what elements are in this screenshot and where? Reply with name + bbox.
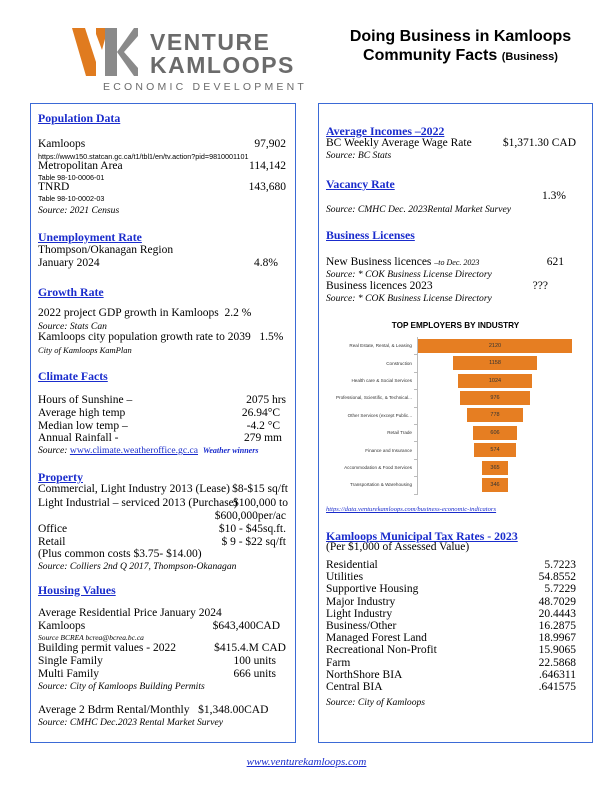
chart-tick xyxy=(414,407,418,408)
tax-row-label: Business/Other xyxy=(326,620,397,632)
tax-row xyxy=(326,559,576,571)
tax-row-value: .641575 xyxy=(538,681,576,693)
housing-multi-value: 666 units xyxy=(233,668,276,680)
population-heading: Population Data xyxy=(38,111,121,125)
housing-single-value: 100 units xyxy=(233,655,276,667)
housing-rental-label: Average 2 Bdrm Rental/Monthly xyxy=(38,704,190,716)
housing-rental-source: Source: CMHC Dec.2023 Rental Market Survey xyxy=(38,717,224,728)
chart-bar-label: 778 xyxy=(490,412,500,419)
tax-subheading: (Per $1,000 of Assessed Value) xyxy=(326,541,470,553)
climate-heading: Climate Facts xyxy=(38,369,108,383)
growth-heading: Growth Rate xyxy=(38,285,104,299)
climate-row-label: Average high temp xyxy=(38,407,126,419)
chart-bar-label: 1024 xyxy=(488,377,502,384)
housing-permit-source: Source: City of Kamloops Building Permits xyxy=(38,681,205,692)
growth-gdp xyxy=(38,307,251,319)
unemployment-period: January 2024 xyxy=(38,257,100,269)
page-title-line-2: Community Facts (Business) xyxy=(363,47,558,64)
licenses-total-source: Source: * COK Business License Directory xyxy=(326,293,492,304)
tax-row-label: Recreational Non-Profit xyxy=(326,644,437,657)
unemployment-heading: Unemployment Rate xyxy=(38,230,142,244)
unemployment-value: 4.8% xyxy=(254,257,278,269)
tax-row-value: 5.7223 xyxy=(544,559,576,571)
climate-row-value: 26.94°C xyxy=(241,407,280,419)
tax-row-value: 16.2875 xyxy=(538,620,576,632)
licenses-heading: Business Licenses xyxy=(326,228,415,242)
licenses-new-value: 621 xyxy=(546,256,564,268)
chart-tick xyxy=(414,372,418,373)
property-retail-label: Retail xyxy=(38,536,66,548)
tax-row xyxy=(326,620,576,632)
growth-pop-source: City of Kamloops KamPlan xyxy=(38,345,132,355)
licenses-new xyxy=(326,256,479,268)
property-source: Source: Colliers 2nd Q 2017, Thompson-Okanagan xyxy=(38,561,237,572)
tax-row xyxy=(326,644,576,656)
housing-multi-label: Multi Family xyxy=(38,668,100,680)
population-tnrd-value: 143,680 xyxy=(248,181,286,193)
licenses-new-period: –to Dec. 2023 xyxy=(434,258,480,267)
population-kamloops-value: 97,902 xyxy=(254,138,286,150)
tax-row-label: Managed Forest Land xyxy=(326,632,427,645)
housing-rental xyxy=(38,704,268,716)
chart-tick xyxy=(414,441,418,442)
tax-row-label: NorthShore BIA xyxy=(326,668,403,681)
chart-bar-label: 1158 xyxy=(489,360,501,367)
population-tnrd-table: Table 98-10-0002-03 xyxy=(38,194,105,203)
property-light-industrial-value: $100,000 to xyxy=(233,497,288,509)
licenses-total-value: ??? xyxy=(532,280,548,292)
tax-source: Source: City of Kamloops xyxy=(326,697,426,708)
tax-row-value: 15.9065 xyxy=(538,644,576,657)
climate-source-link[interactable]: www.climate.weatheroffice.gc.ca xyxy=(69,445,199,456)
chart-axis-line xyxy=(417,337,418,494)
climate-row-value: -4.2 °C xyxy=(246,420,280,432)
tax-row-value: 48.7029 xyxy=(538,595,576,608)
population-metro-value: 114,142 xyxy=(249,160,286,172)
tax-row xyxy=(326,596,576,608)
population-metro-label: Metropolitan Area xyxy=(38,160,123,172)
housing-kamloops-label: Kamloops xyxy=(38,620,86,632)
climate-row-label: Median low temp – xyxy=(38,420,128,432)
unemployment-region: Thompson/Okanagan Region xyxy=(38,244,174,256)
tax-row xyxy=(326,669,576,681)
property-commercial-value: $8-$15 sq/ft xyxy=(232,483,288,495)
tax-row xyxy=(326,681,576,693)
tax-row-value: 20.4443 xyxy=(538,607,576,620)
tax-row-label: Utilities xyxy=(326,571,364,584)
vacancy-source: Source: CMHC Dec. 2023Rental Market Survey xyxy=(326,204,512,215)
tax-row-label: Farm xyxy=(326,656,351,669)
tax-row-label: Central BIA xyxy=(326,681,383,693)
chart-category-label: Finance and Insurance xyxy=(365,447,412,453)
tax-row xyxy=(326,571,576,583)
brand-tagline: ECONOMIC DEVELOPMENT xyxy=(103,81,308,93)
footer-website-link[interactable]: www.venturekamloops.com xyxy=(246,756,367,768)
chart-bar-label: 2120 xyxy=(488,342,502,349)
chart-category-label: Real Estate, Rental, & Leasing xyxy=(349,343,412,349)
brand-line-1: VENTURE xyxy=(150,29,271,55)
population-metro-table: Table 98-10-0006-01 xyxy=(38,173,105,182)
housing-permit-value: $415.4.M CAD xyxy=(214,642,286,654)
top-employers-chart xyxy=(318,333,593,493)
tax-heading: Kamloops Municipal Tax Rates - 2023 xyxy=(326,529,518,543)
tax-row xyxy=(326,608,576,620)
incomes-heading: Average Incomes –2022 xyxy=(326,124,445,138)
housing-rental-value: $1,348.00CAD xyxy=(198,704,269,716)
licenses-new-source: Source: * COK Business License Directory xyxy=(326,269,492,280)
chart-category-label: Other Services (except Public... xyxy=(347,412,412,418)
tax-row-label: Residential xyxy=(326,559,378,571)
housing-kamloops-source: Source BCREA bcrea@bcrea.bc.ca xyxy=(38,633,144,642)
chart-category-label: Construction xyxy=(386,360,412,366)
tax-row-value: .646311 xyxy=(539,668,576,681)
property-commercial: Commercial, Light Industry 2013 (Lease) xyxy=(38,483,230,495)
population-kamloops-source: https://www150.statcan.gc.ca/t1/tbl1/en/tv.action?pid=9810001101 xyxy=(38,152,249,161)
growth-gdp-source: Source: Stats Can xyxy=(38,321,107,332)
incomes-label: BC Weekly Average Wage Rate xyxy=(326,137,472,149)
property-common-costs: (Plus common costs $3.75- $14.00) xyxy=(38,548,202,560)
incomes-value: $1,371.30 CAD xyxy=(502,137,576,149)
growth-gdp-value: 2.2 % xyxy=(224,307,252,319)
climate-row-label: Annual Rainfall - xyxy=(38,432,119,444)
chart-category-label: Professional, Scientific, & Technical... xyxy=(335,395,412,401)
licenses-total-label: Business licences 2023 xyxy=(326,280,433,292)
licenses-new-label: New Business licences xyxy=(326,256,432,268)
tax-row-value: 54.8552 xyxy=(538,571,576,584)
chart-category-label: Retail Trade xyxy=(387,430,412,436)
tax-row-label: Light Industry xyxy=(326,607,393,620)
population-kamloops-label: Kamloops xyxy=(38,138,86,150)
property-heading: Property xyxy=(38,470,83,484)
vacancy-value: 1.3% xyxy=(542,190,566,202)
growth-pop-value: 1.5% xyxy=(259,331,284,343)
property-light-industrial-value-2: $600,000per/ac xyxy=(214,510,286,522)
chart-bar-label: 976 xyxy=(490,394,500,401)
chart-category-label: Transportation & Warehousing xyxy=(350,482,412,488)
chart-category-label: Accommodation & Food Services xyxy=(344,465,412,470)
tax-row-value: 5.7229 xyxy=(544,583,576,596)
chart-bar-label: 365 xyxy=(490,464,500,471)
tax-row xyxy=(326,657,576,669)
brand-line-2: KAMLOOPS xyxy=(150,52,295,78)
property-retail-value: $ 9 - $22 sq/ft xyxy=(221,536,286,548)
chart-tick xyxy=(414,494,418,495)
property-office-value: $10 - $45sq.ft. xyxy=(218,523,286,535)
housing-single-label: Single Family xyxy=(38,655,103,667)
climate-row-label: Hours of Sunshine – xyxy=(38,394,133,406)
tax-row-value: 22.5868 xyxy=(538,656,576,669)
tax-row-label: Major Industry xyxy=(326,595,396,608)
chart-tick xyxy=(414,476,418,477)
population-source: Source: 2021 Census xyxy=(38,205,120,216)
growth-pop xyxy=(38,331,283,343)
page-title-suffix: (Business) xyxy=(501,51,558,63)
page-title-line-1: Doing Business in Kamloops xyxy=(349,28,572,45)
growth-pop-label: Kamloops city population growth rate to 2039 xyxy=(38,331,251,343)
chart-tick xyxy=(414,389,418,390)
chart-bar-label: 574 xyxy=(490,447,500,454)
chart-title: TOP EMPLOYERS BY INDUSTRY xyxy=(391,321,520,330)
tax-row-value: 18.9967 xyxy=(538,632,576,645)
chart-tick xyxy=(414,459,418,460)
population-tnrd-label: TNRD xyxy=(38,181,70,193)
tax-row-label: Supportive Housing xyxy=(326,583,419,596)
chart-category-label: Health care & Social Services xyxy=(351,378,412,383)
incomes-source: Source: BC Stats xyxy=(326,150,392,161)
climate-source-note: Weather winners xyxy=(202,446,259,455)
chart-tick xyxy=(414,354,418,355)
chart-source-link[interactable]: https://data.venturekamloops.com/business-economic-indicators xyxy=(326,506,497,513)
venture-kamloops-logo-mark xyxy=(72,28,138,76)
chart-bar-label: 346 xyxy=(490,481,500,488)
property-office-label: Office xyxy=(38,523,68,535)
climate-row-value: 2075 hrs xyxy=(246,394,286,406)
chart-tick xyxy=(414,424,418,425)
climate-source: Source: www.climate.weatheroffice.gc.ca Weather winners xyxy=(38,445,259,456)
housing-permit-label: Building permit values - 2022 xyxy=(38,642,176,654)
tax-row xyxy=(326,583,576,595)
housing-kamloops-value: $643,400CAD xyxy=(212,620,280,632)
tax-row xyxy=(326,632,576,644)
climate-row-value: 279 mm xyxy=(243,432,282,444)
chart-bar-label: 606 xyxy=(490,429,500,436)
growth-gdp-label: 2022 project GDP growth in Kamloops xyxy=(38,307,219,319)
housing-heading: Housing Values xyxy=(38,583,116,597)
housing-avg-price-label: Average Residential Price January 2024 xyxy=(38,607,222,619)
property-light-industrial: Light Industrial – serviced 2013 (Purchase) xyxy=(38,497,238,509)
vacancy-heading: Vacancy Rate xyxy=(326,177,395,191)
